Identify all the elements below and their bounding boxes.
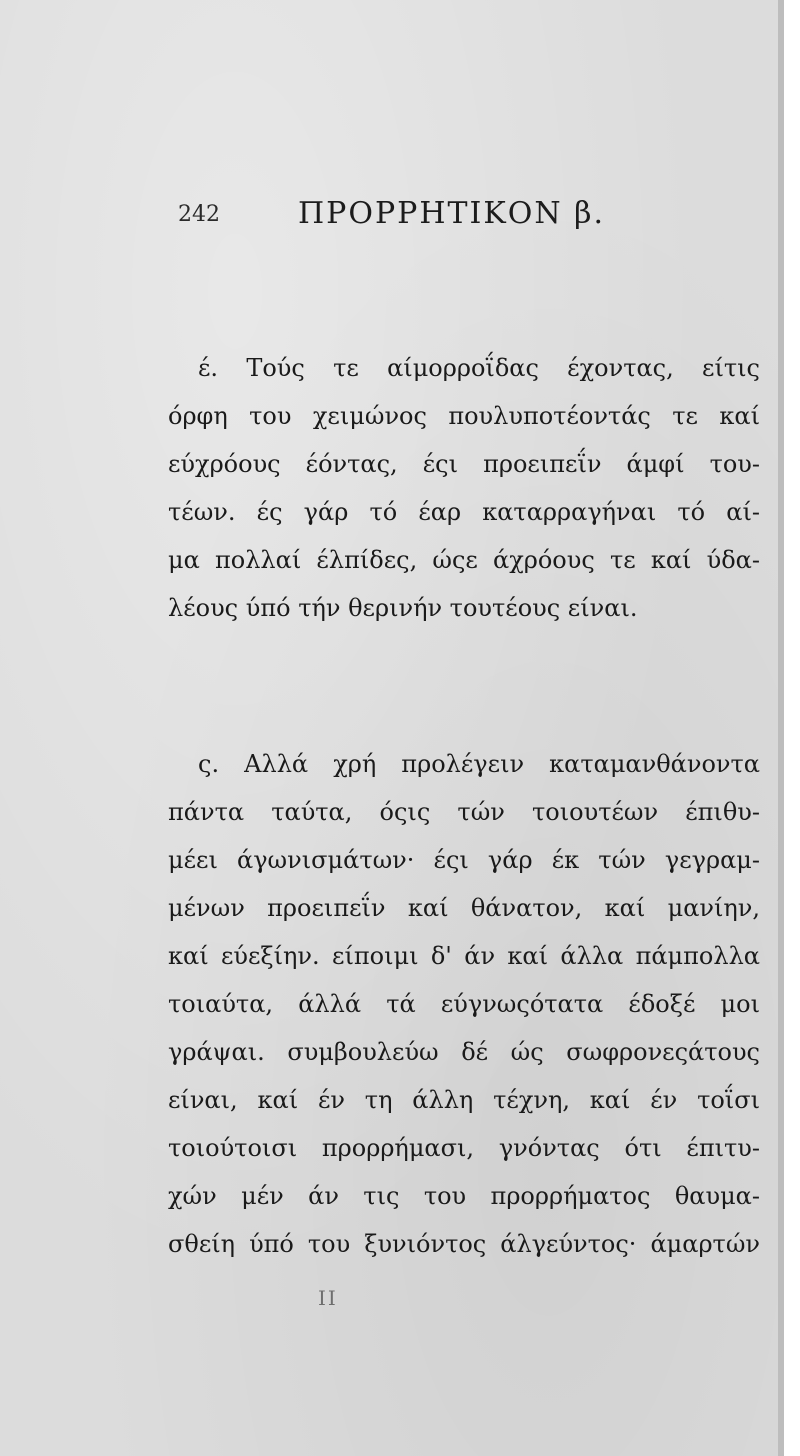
signature-mark: II xyxy=(318,1286,338,1310)
text-line: πάντα ταύτα, όςις τών τοιουτέων έπιθυ- xyxy=(168,798,760,826)
text-line: τοιούτοισι προρρήμασι, γνόντας ότι έπιτυ- xyxy=(168,1134,760,1162)
text-line: είναι, καί έν τη άλλη τέχνη, καί έν τοΐσι xyxy=(168,1086,760,1114)
page-number: 242 xyxy=(178,202,220,227)
page-header xyxy=(178,196,638,240)
paragraph-6 xyxy=(168,740,760,1268)
text-line: μα πολλαί έλπίδες, ώςε άχρόους τε καί ύδα- xyxy=(168,546,760,574)
text-line: ς. Αλλά χρή προλέγειν καταμανθάνοντα xyxy=(198,750,760,778)
text-line: λέους ύπό τήν θερινήν τουτέους είναι. xyxy=(168,594,638,622)
text-line: όρφη του χειμώνος πουλυποτέοντάς τε καί xyxy=(168,402,760,430)
running-title: ΠΡΟΡΡΗΤΙΚΟΝ β. xyxy=(298,196,606,231)
text-line: τοιαύτα, άλλά τά εύγνωςότατα έδοξέ μοι xyxy=(168,990,760,1018)
paragraph-5 xyxy=(168,344,760,632)
text-line: χών μέν άν τις του προρρήματος θαυμα- xyxy=(168,1182,760,1210)
text-line: τέων. ές γάρ τό έαρ καταρραγήναι τό αί- xyxy=(168,498,760,526)
text-line: μέει άγωνισμάτων· έςι γάρ έκ τών γεγραμ- xyxy=(168,846,760,874)
text-line: σθείη ύπό του ξυνιόντος άλγεύντος· άμαρτών xyxy=(168,1230,760,1258)
text-line: μένων προειπεΐν καί θάνατον, καί μανίην, xyxy=(168,894,760,922)
text-line: έ. Τούς τε αίμορροΐδας έχοντας, είτις xyxy=(198,354,760,382)
text-line: καί εύεξίην. είποιμι δ' άν καί άλλα πάμπολλα xyxy=(168,942,760,970)
text-line: εύχρόους έόντας, έςι προειπεΐν άμφί του- xyxy=(168,450,760,478)
text-line: γράψαι. συμβουλεύω δέ ώς σωφρονεςάτους xyxy=(168,1038,760,1066)
